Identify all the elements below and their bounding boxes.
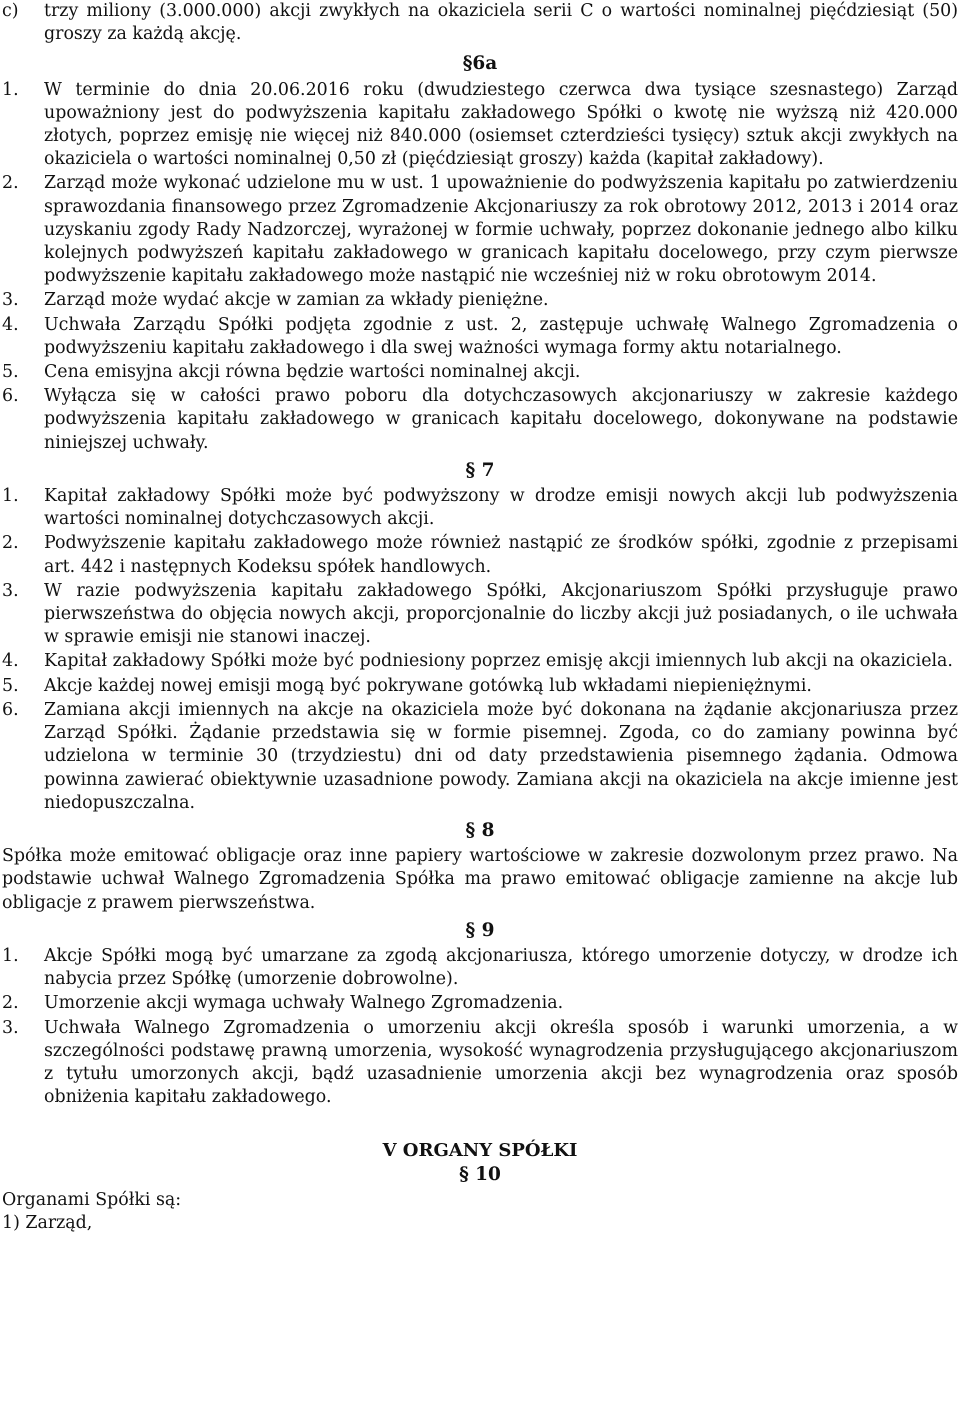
list-item-text: Uchwała Walnego Zgromadzenia o umorzeniu akcji określa sposób i warunki umorzenia, a w szczególności podstawę prawną umorzenia, wysokość wynagrodzenia przysługującego akcjonariuszom z tytułu umorzonych akcji, bądź uzasadnienie umorzenia akcji bez wynagrodzenia oraz sposób obniżenia kapitału zakładowego. (44, 1017, 958, 1108)
list-item (2, 289, 958, 312)
list-marker: c) (2, 1, 19, 21)
list-item (2, 485, 958, 531)
list-item (2, 385, 958, 455)
list-marker: 1. (2, 79, 19, 100)
section-heading-9: § 9 (465, 919, 495, 941)
list-marker: 5. (2, 362, 19, 383)
list-item (2, 650, 958, 673)
list-item-c (2, 0, 958, 46)
list-item (2, 992, 958, 1015)
list-marker: 4. (2, 314, 19, 335)
list-marker: 3. (2, 580, 19, 601)
list-marker: 2. (2, 993, 19, 1014)
section-heading-10: § 10 (459, 1163, 501, 1185)
list-marker: 5. (2, 675, 19, 696)
list-item-text: Zamiana akcji imiennych na akcje na okaziciela może być dokonana na żądanie akcjonariusza przez Zarząd Spółki. Żądanie przedstawia się w formie pisemnej. Zgoda, co do zamiany powinna być udzielona w terminie 30 (trzydziestu) dni od daty przedstawienia pisemnego żądania. Odmowa powinna zawierać obiektywnie uzasadnione powody. Zamiana akcji na okaziciela na akcje imienne jest niedopuszczalna. (44, 699, 958, 813)
list-item (2, 314, 958, 360)
list-marker: 2. (2, 533, 19, 554)
list-item-text: Akcje każdej nowej emisji mogą być pokrywane gotówką lub wkładami niepieniężnymi. (44, 675, 812, 696)
list-marker: 6. (2, 386, 19, 407)
list-item-text: Zarząd może wykonać udzielone mu w ust. 1 upoważnienie do podwyższenia kapitału po zatwierdzeniu sprawozdania finansowego przez Zgromadzenie Akcjonariuszy za rok obrotowy 2012, 2013 i 2014 oraz uzyskaniu zgody Rady Nadzorczej, wyrażonej w formie uchwały, poprzez dokonanie jednego albo kilku kolejnych podwyższeń kapitału zakładowego w granicach kapitału docelowego, przy czym pierwsze podwyższenie kapitału zakładowego może nastąpić nie wcześniej niż w roku obrotowym 2014. (44, 173, 958, 287)
list-item (2, 79, 958, 172)
list-item-text: W razie podwyższenia kapitału zakładowego Spółki, Akcjonariuszom Spółki przysługuje prawo pierwszeństwa do objęcia nowych akcji, proporcjonalnie do liczby akcji już posiadanych, o ile uchwała w sprawie emisji nie stanowi inaczej. (44, 580, 958, 648)
paragraph-intro: Organami Spółki są: (2, 1189, 182, 1210)
list-item (2, 580, 958, 650)
list-item (2, 532, 958, 578)
list-item (2, 699, 958, 815)
list-item-text: Uchwała Zarządu Spółki podjęta zgodnie z ust. 2, zastępuje uchwałę Walnego Zgromadzenia o podwyższeniu kapitału zakładowego i dla swej ważności wymaga formy aktu notarialnego. (44, 314, 958, 358)
list-item-text: Kapitał zakładowy Spółki może być podwyższony w drodze emisji nowych akcji lub podwyższenia wartości nominalnej dotychczasowych akcji. (44, 486, 958, 530)
section-heading-7: § 7 (465, 459, 495, 481)
section-heading-6a: §6a (462, 53, 498, 75)
list-item: 1) Zarząd, (2, 1212, 93, 1233)
list-item-text: Umorzenie akcji wymaga uchwały Walnego Zgromadzenia. (44, 993, 564, 1014)
list-item-text: Zarząd może wydać akcje w zamian za wkłady pieniężne. (44, 290, 549, 311)
list-item-text: Kapitał zakładowy Spółki może być podniesiony poprzez emisję akcji imiennych lub akcji na okaziciela. (44, 651, 953, 672)
list-item (2, 675, 958, 698)
list-item (2, 172, 958, 288)
list-marker: 3. (2, 1017, 19, 1038)
list-marker: 1. (2, 945, 19, 966)
list-item-text: W terminie do dnia 20.06.2016 roku (dwudziestego czerwca dwa tysiące szesnastego) Zarząd upoważniony jest do podwyższenia kapitału zakładowego Spółki o kwotę nie wyższą niż 420.000 złotych, poprzez emisję nie więcej niż 840.000 (osiemset czterdzieści tysięcy) sztuk akcji zwykłych na okaziciela o wartości nominalnej 0,50 zł (pięćdziesiąt groszy) każda (kapitał zakładowy). (44, 79, 958, 170)
list-item-text: trzy miliony (3.000.000) akcji zwykłych na okaziciela serii C o wartości nominalnej pięćdziesiąt (50) groszy za każdą akcję. (44, 1, 958, 45)
list-item-text: Cena emisyjna akcji równa będzie wartości nominalnej akcji. (44, 362, 581, 383)
list-marker: 2. (2, 173, 19, 194)
list-marker: 1. (2, 486, 19, 507)
paragraph: Spółka może emitować obligacje oraz inne papiery wartościowe w zakresie dozwolonym przez prawo. Na podstawie uchwał Walnego Zgromadzenia Spółka ma prawo emitować obligacje zamienne na akcje lub obligacje z prawem pierwszeństwa. (2, 846, 958, 913)
list-item (2, 945, 958, 991)
list-item-text: Podwyższenie kapitału zakładowego może również nastąpić ze środków spółki, zgodnie z przepisami art. 442 i następnych Kodeksu spółek handlowych. (44, 533, 958, 577)
list-item-text: Akcje Spółki mogą być umarzane za zgodą akcjonariusza, którego umorzenie dotyczy, w drodze ich nabycia przez Spółkę (umorzenie dobrowolne). (44, 945, 958, 990)
list-marker: 3. (2, 290, 19, 311)
chapter-heading: V ORGANY SPÓŁKI (382, 1140, 578, 1162)
list-item (2, 361, 958, 384)
list-marker: 6. (2, 699, 19, 720)
section-heading-8: § 8 (465, 819, 495, 841)
list-item (2, 1017, 958, 1110)
list-marker: 4. (2, 651, 19, 672)
list-item-text: Wyłącza się w całości prawo poboru dla dotychczasowych akcjonariuszy w zakresie każdego podwyższenia kapitału zakładowego w granicach kapitału docelowego, dokonywane na podstawie niniejszej uchwały. (44, 386, 958, 453)
